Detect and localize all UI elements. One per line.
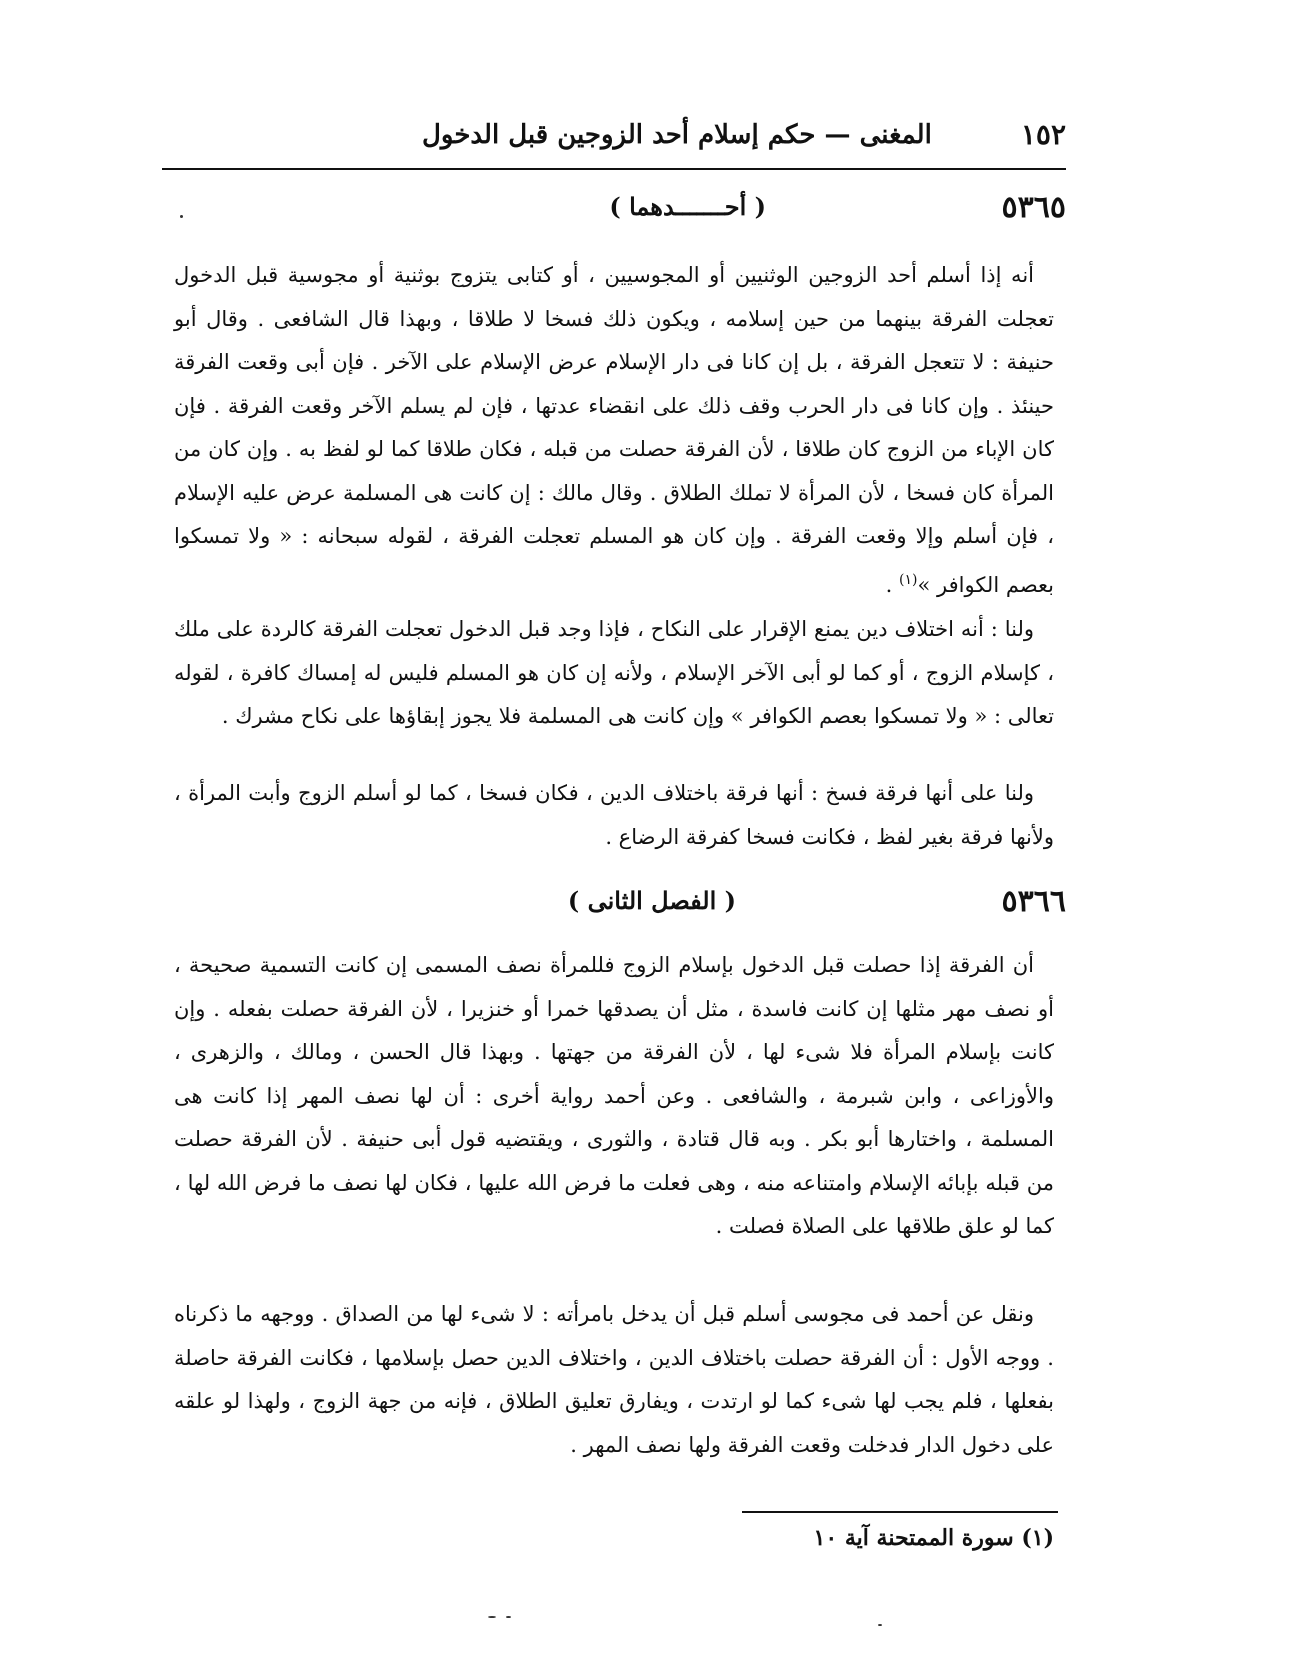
paragraph bbox=[174, 608, 1054, 739]
running-title: المغنى — حكم إسلام أحد الزوجين قبل الدخول bbox=[422, 120, 932, 150]
footnote: (١) سورة الممتحنة آية ١٠ bbox=[813, 1525, 1054, 1551]
footnote-rule bbox=[742, 1511, 1058, 1513]
scan-speck bbox=[180, 215, 183, 218]
paragraph-text: ولنا : أنه اختلاف دين يمنع الإقرار على النكاح ، فإذا وجد قبل الدخول تعجلت الفرقة كالردة على ملك ، كإسلام الزوج ، أو كما لو أبى الآخر الإسلام ، ولأنه إن كان هو المسلم فليس له إمساك كافرة ، لقوله تعالى : « ولا تمسكوا بعصم الكوافر » وإن كانت هى المسلمة فلا يجوز إبقاؤها على نكاح مشرك . bbox=[174, 617, 1054, 728]
paragraph bbox=[174, 1293, 1054, 1467]
page-number: ١٥٢ bbox=[1020, 118, 1066, 151]
paragraph-text: ولنا على أنها فرقة فسخ : أنها فرقة باختلاف الدين ، فكان فسخا ، كما لو أسلم الزوج وأبت المرأة ، ولأنها فرقة بغير لفظ ، فكانت فسخا كفرقة الرضاع . bbox=[174, 781, 1054, 849]
paragraph-text: أنه إذا أسلم أحد الزوجين الوثنيين أو المجوسيين ، أو كتابى يتزوج بوثنية أو مجوسية قبل الدخول تعجلت الفرقة بينهما من حين إسلامه ، ويكون ذلك فسخا لا طلاقا ، وبهذا قال الشافعى . وقال أبو حنيفة : لا تتعجل الفرقة ، بل إن كانا فى دار الإسلام عرض الإسلام على الآخر . فإن أبى وقعت الفرقة حينئذ . وإن كانا فى دار الحرب وقف ذلك على انقضاء عدتها ، فإن لم يسلم الآخر وقعت الفرقة . فإن كان الإباء من الزوج كان طلاقا ، لأن الفرقة حصلت من قبله ، فكان طلاقا كما لو لفظ به . وإن كان من المرأة كان فسخا ، لأن المرأة لا تملك الطلاق . وقال مالك : إن كانت هى المسلمة عرض عليه الإسلام ، فإن أسلم وإلا وقعت الفرقة . وإن كان هو المسلم تعجلت الفرقة ، لقوله سبحانه : « ولا تمسكوا بعصم الكوافر » bbox=[174, 263, 1054, 597]
section-number: ٥٣٦٦ bbox=[1001, 884, 1066, 919]
scan-speck bbox=[506, 1616, 511, 1618]
section-title: ( الفصل الثانى ) bbox=[567, 886, 736, 915]
page-header bbox=[162, 112, 1066, 156]
scan-speck bbox=[488, 1616, 496, 1618]
paragraph-text: أن الفرقة إذا حصلت قبل الدخول بإسلام الزوج فللمرأة نصف المسمى إن كانت التسمية صحيحة ، أو نصف مهر مثلها إن كانت فاسدة ، مثل أن يصدقها خمرا أو خنزيرا ، لأن الفرقة حصلت بفعله . وإن كانت بإسلام المرأة فلا شىء لها ، لأن الفرقة من جهتها . وبهذا قال الحسن ، ومالك ، والزهرى ، والأوزاعى ، وابن شبرمة ، والشافعى . وعن أحمد رواية أخرى : أن لها نصف المهر إذا كانت هى المسلمة ، واختارها أبو بكر . وبه قال قتادة ، والثورى ، ويقتضيه قول أبى حنيفة . لأن الفرقة حصلت من قبله بإبائه الإسلام وامتناعه منه ، وهى فعلت ما فرض الله عليها ، فكان لها نصف ما فرض الله لها ، كما لو علق طلاقها على الصلاة فصلت . bbox=[174, 953, 1055, 1238]
paragraph bbox=[174, 254, 1054, 607]
paragraph bbox=[174, 944, 1054, 1249]
header-rule bbox=[162, 168, 1066, 170]
paragraph-text: ونقل عن أحمد فى مجوسى أسلم قبل أن يدخل بامرأته : لا شىء لها من الصداق . ووجهه ما ذكرناه . ووجه الأول : أن الفرقة حصلت باختلاف الدين ، واختلاف الدين حصل بإسلامها ، فكانت الفرقة حاصلة بفعلها ، فلم يجب لها شىء كما لو ارتدت ، ويفارق تعليق الطلاق ، فإنه من جهة الزوج ، ولهذا لو علقه على دخول الدار فدخلت وقعت الفرقة ولها نصف المهر . bbox=[174, 1302, 1054, 1457]
paragraph-end: . bbox=[885, 572, 900, 597]
scan-speck bbox=[878, 1624, 882, 1626]
section-number: ٥٣٦٥ bbox=[1001, 190, 1066, 225]
paragraph bbox=[174, 772, 1054, 859]
footnote-marker: (١) bbox=[899, 571, 918, 588]
section-heading bbox=[162, 190, 1066, 230]
section-title: ( أحـــــــدهما ) bbox=[609, 192, 766, 221]
section-heading bbox=[162, 884, 1066, 924]
